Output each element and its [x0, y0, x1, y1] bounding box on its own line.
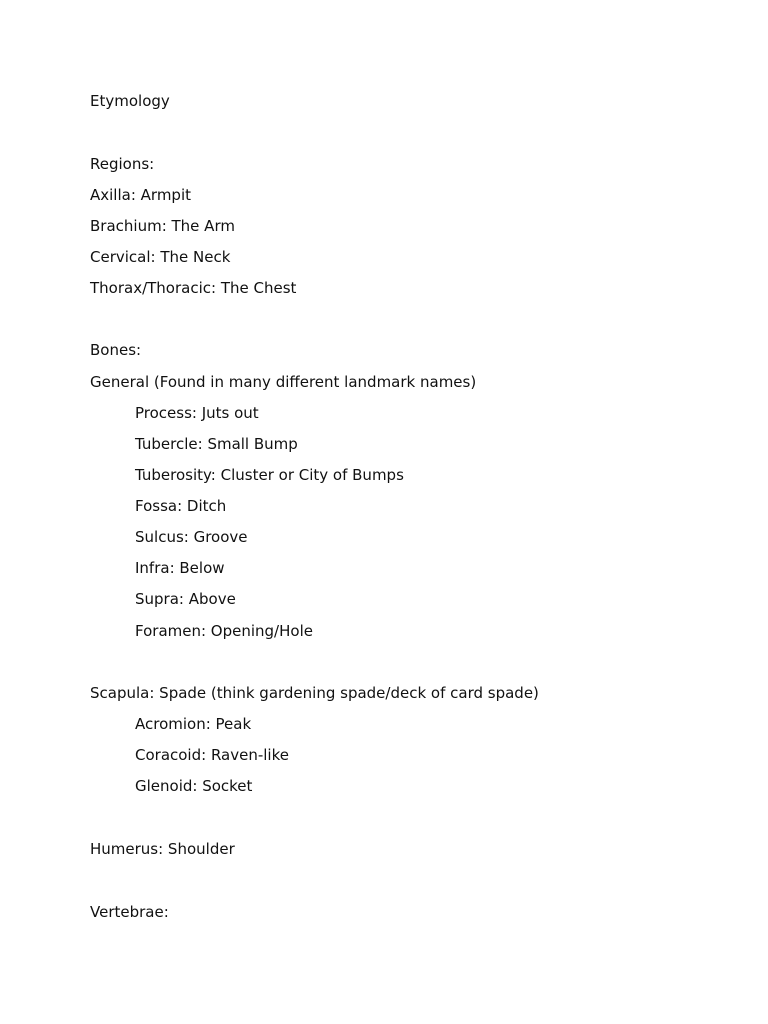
scapula-item: Glenoid: Socket — [135, 777, 253, 795]
humerus-line: Humerus: Shoulder — [90, 840, 235, 858]
regions-item: Cervical: The Neck — [90, 248, 231, 266]
general-item: Tuberosity: Cluster or City of Bumps — [135, 466, 404, 484]
scapula-item: Acromion: Peak — [135, 715, 252, 733]
general-item: Sulcus: Groove — [135, 528, 248, 546]
scapula-item: Coracoid: Raven-like — [135, 746, 289, 764]
regions-heading: Regions: — [90, 155, 155, 173]
regions-item: Thorax/Thoracic: The Chest — [90, 279, 297, 297]
bones-heading: Bones: — [90, 341, 142, 359]
general-item: Fossa: Ditch — [135, 497, 227, 515]
document-title: Etymology — [90, 92, 170, 110]
vertebrae-heading: Vertebrae: — [90, 903, 169, 921]
scapula-heading: Scapula: Spade (think gardening spade/deck of card spade) — [90, 684, 539, 702]
general-item: Foramen: Opening/Hole — [135, 622, 313, 640]
general-item: Process: Juts out — [135, 404, 259, 422]
general-item: Infra: Below — [135, 559, 225, 577]
general-item: Tubercle: Small Bump — [135, 435, 298, 453]
regions-item: Brachium: The Arm — [90, 217, 235, 235]
regions-item: Axilla: Armpit — [90, 186, 192, 204]
general-heading: General (Found in many different landmark names) — [90, 373, 477, 391]
general-item: Supra: Above — [135, 590, 236, 608]
